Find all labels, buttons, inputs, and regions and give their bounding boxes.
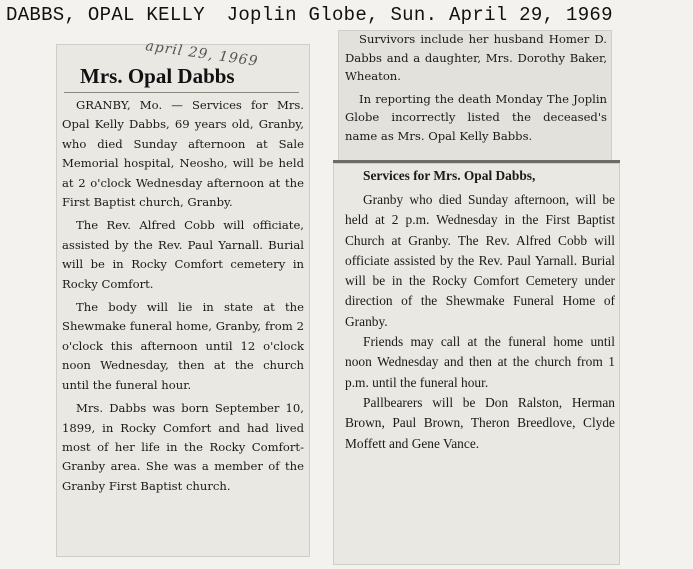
headline-divider: [64, 92, 299, 93]
right-paragraph-services: Granby who died Sunday afternoon, will be held at 2 p.m. Wednesday in the First Baptist Church at Granby. The Rev. Alfred Cobb will officiate assisted by the Rev. Paul Yarnall. Burial will be in the Rocky Comfort Cemetery under direction of the Shewmake Funeral Home of Granby.: [345, 192, 615, 329]
right-paragraph-pallbearers: Pallbearers will be Don Ralston, Herman Brown, Paul Brown, Theron Breedlove, Clyde Moffett and Gene Vance.: [345, 394, 615, 451]
left-paragraph-officiants: The Rev. Alfred Cobb will officiate, assisted by the Rev. Paul Yarnall. Burial will be in Rocky Comfort cemetery in Rocky Comfort.: [62, 218, 304, 291]
right-main-clipping-body: [345, 190, 615, 454]
header-source: Joplin Globe, Sun. April 29, 1969: [226, 4, 613, 26]
correction-paragraph: In reporting the death Monday The Joplin Globe incorrectly listed the deceased's name as Mrs. Opal Kelly Babbs.: [345, 91, 607, 143]
typed-index-header: [6, 4, 686, 26]
left-paragraph-biography: Mrs. Dabbs was born September 10, 1899, in Rocky Comfort and had lived most of her life in the Rocky Comfort-Granby area. She was a member of the Granby First Baptist church.: [62, 401, 304, 493]
left-paragraph-viewing: The body will lie in state at the Shewmake funeral home, Granby, from 2 o'clock this afternoon until 12 o'clock noon Wednesday, then at the church until the funeral hour.: [62, 300, 304, 392]
survivors-paragraph: Survivors include her husband Homer D. Dabbs and a daughter, Mrs. Dorothy Baker, Wheaton.: [345, 32, 607, 84]
right-paragraph-visitation: Friends may call at the funeral home until noon Wednesday and then at the church from 1 p.m. until the funeral hour.: [345, 334, 615, 390]
header-name: DABBS, OPAL KELLY: [6, 4, 205, 26]
right-top-clipping-body: [345, 30, 607, 150]
handwritten-date: april 29, 1969: [144, 38, 260, 70]
left-obituary-body: [62, 96, 304, 500]
obituary-headline: Mrs. Opal Dabbs: [80, 64, 235, 88]
left-paragraph-services: GRANBY, Mo. — Services for Mrs. Opal Kelly Dabbs, 69 years old, Granby, who died Sunday afternoon at Sale Memorial hospital, Neosho, will be held at 2 o'clock Wednesday afternoon at the First Baptist church, Granby.: [62, 98, 304, 210]
services-title: Services for Mrs. Opal Dabbs,: [363, 168, 536, 183]
